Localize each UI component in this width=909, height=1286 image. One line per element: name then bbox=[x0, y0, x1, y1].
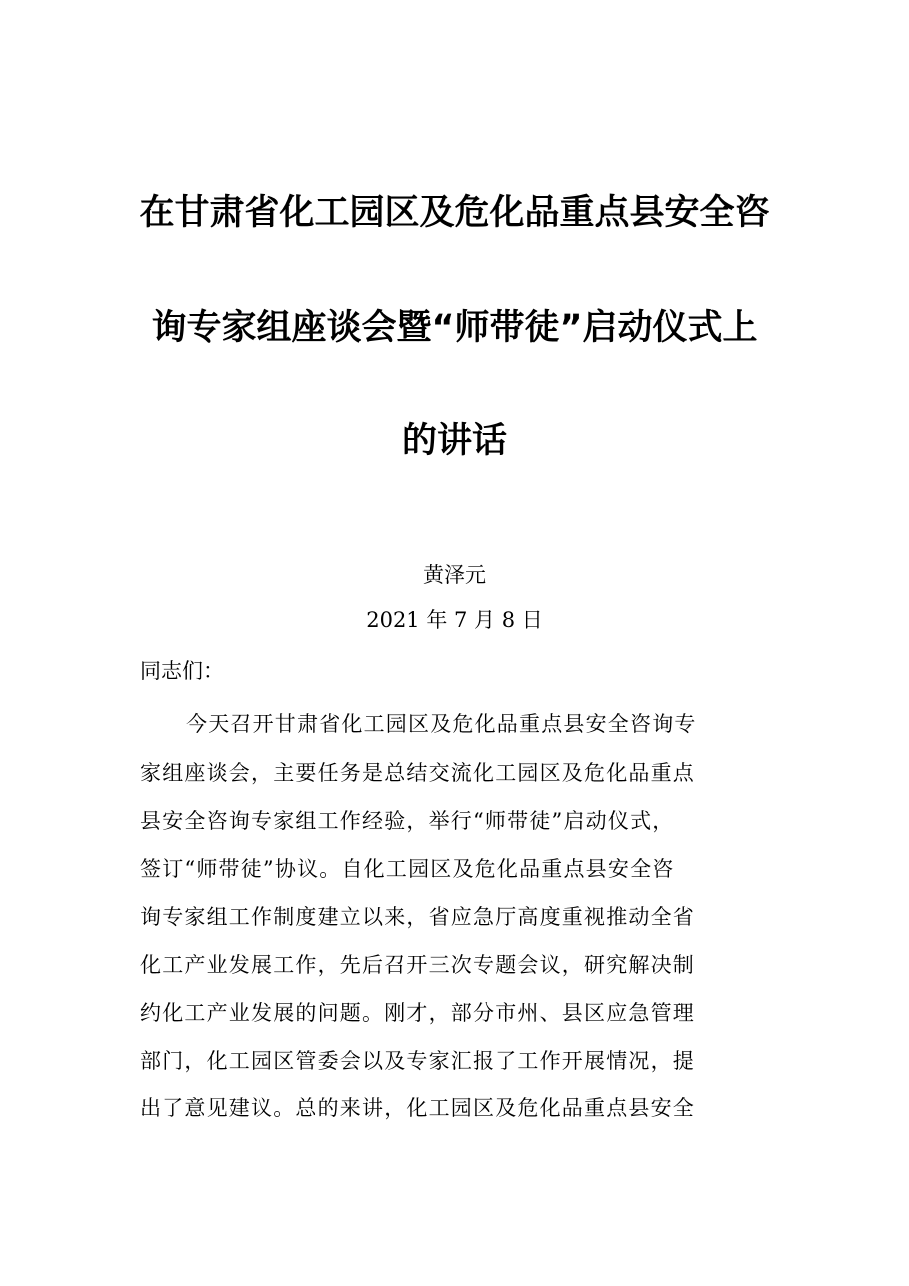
paragraph-line-1: 今天召开甘肃省化工园区及危化品重点县安全咨询专 bbox=[186, 712, 697, 736]
title-line-1: 在甘肃省化工园区及危化品重点县安全咨 bbox=[139, 193, 770, 233]
paragraph-line-5: 询专家组工作制度建立以来，省应急厅高度重视推动全省 bbox=[140, 905, 695, 929]
paragraph-line-7: 约化工产业发展的问题。刚才，部分市州、县区应急管理 bbox=[140, 1001, 695, 1025]
salutation: 同志们： bbox=[140, 659, 224, 683]
paragraph-line-2: 家组座谈会，主要任务是总结交流化工园区及危化品重点 bbox=[140, 761, 695, 785]
paragraph-line-9: 出了意见建议。总的来讲，化工园区及危化品重点县安全 bbox=[140, 1096, 695, 1120]
paragraph-line-4: 签订“师带徒”协议。自化工园区及危化品重点县安全咨 bbox=[140, 857, 675, 881]
author-name: 黄泽元 bbox=[423, 563, 486, 587]
title-line-3: 的讲话 bbox=[401, 421, 507, 461]
title-line-2: 询专家组座谈会暨“师带徒”启动仪式上 bbox=[151, 308, 758, 348]
paragraph-line-6: 化工产业发展工作，先后召开三次专题会议，研究解决制 bbox=[140, 953, 695, 977]
paragraph-line-3: 县安全咨询专家组工作经验，举行“师带徒”启动仪式， bbox=[140, 809, 675, 833]
paragraph-line-8: 部门，化工园区管委会以及专家汇报了工作开展情况，提 bbox=[140, 1049, 695, 1073]
speech-date: 2021 年 7 月 8 日 bbox=[366, 608, 543, 632]
